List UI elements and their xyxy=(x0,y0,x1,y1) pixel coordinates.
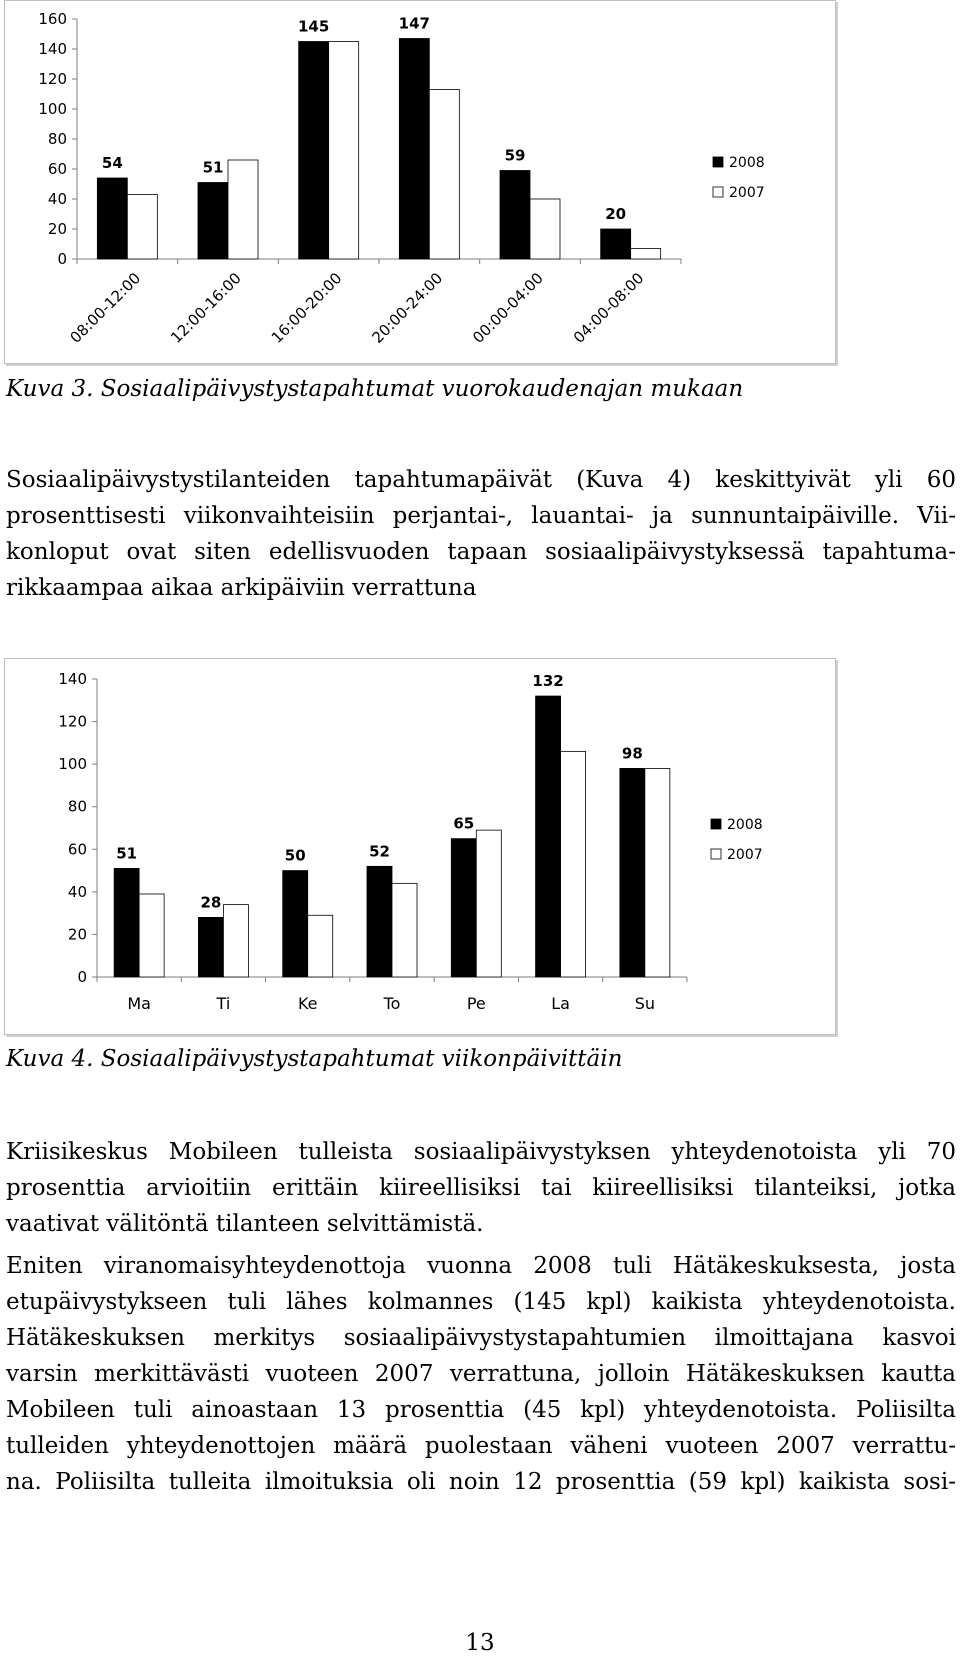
data-label: 59 xyxy=(504,146,526,165)
paragraph-3-line: na. Poliisilta tulleita ilmoituksia oli noin 12 prosenttia (59 kpl) kaikista sosi- xyxy=(6,1469,956,1495)
category-label: 08:00-12:00 xyxy=(66,269,145,347)
category-label: La xyxy=(551,994,570,1013)
bar-2008 xyxy=(601,229,631,259)
paragraph-2 xyxy=(6,1134,956,1242)
paragraph-2-line: prosenttia arvioitiin erittäin kiireellisiksi tai kiireellisiksi tilanteiksi, jotka xyxy=(6,1175,956,1201)
paragraph-3-line: Hätäkeskuksen merkitys sosiaalipäivystystapahtumien ilmoittajana kasvoi xyxy=(6,1325,956,1351)
chart-weekday xyxy=(4,658,836,1035)
chart-weekday-svg xyxy=(5,659,835,1034)
bar-2008 xyxy=(399,39,429,260)
legend-swatch xyxy=(713,157,723,167)
figure-3-caption: Kuva 3. Sosiaalipäivystystapahtumat vuorokaudenajan mukaan xyxy=(6,376,744,402)
y-tick-label: 40 xyxy=(47,190,67,208)
paragraph-2-line: vaativat välitöntä tilanteen selvittämistä. xyxy=(6,1211,484,1237)
bar-2007 xyxy=(631,249,661,260)
paragraph-3 xyxy=(6,1248,956,1500)
paragraph-2-line: Kriisikeskus Mobileen tulleista sosiaalipäivystyksen yhteydenotoista yli 70 xyxy=(6,1139,956,1165)
bar-2008 xyxy=(283,871,308,977)
bar-2007 xyxy=(223,905,248,977)
y-tick-label: 80 xyxy=(47,130,67,148)
bar-2008 xyxy=(114,868,139,977)
legend-swatch xyxy=(713,187,723,197)
paragraph-3-line: varsin merkittävästi vuoteen 2007 verrattuna, jolloin Hätäkeskuksen kautta xyxy=(6,1361,956,1387)
category-label: 04:00-08:00 xyxy=(569,269,648,347)
paragraph-1-line: rikkaampaa aikaa arkipäiviin verrattuna xyxy=(6,575,477,601)
paragraph-3-line: etupäivystykseen tuli lähes kolmannes (145 kpl) kaikista yhteydenotoista. xyxy=(6,1289,956,1315)
paragraph-1-line: konloput ovat siten edellisvuoden tapaan sosiaalipäivystyksessä tapahtuma- xyxy=(6,539,956,565)
y-tick-label: 140 xyxy=(38,40,67,58)
bar-2008 xyxy=(299,42,329,260)
bar-2008 xyxy=(198,183,228,260)
data-label: 147 xyxy=(398,14,430,33)
y-tick-label: 20 xyxy=(47,220,67,238)
paragraph-1-line: prosenttisesti viikonvaihteisiin perjantai-, lauantai- ja sunnuntaipäiville. Vii- xyxy=(6,503,956,529)
data-label: 52 xyxy=(369,842,390,861)
y-tick-label: 160 xyxy=(38,10,67,28)
y-tick-label: 100 xyxy=(38,100,67,118)
y-tick-label: 120 xyxy=(38,70,67,88)
figure-4-caption: Kuva 4. Sosiaalipäivystystapahtumat viikonpäivittäin xyxy=(6,1046,623,1072)
legend-label: 2008 xyxy=(729,155,765,171)
bar-2008 xyxy=(500,171,530,260)
data-label: 51 xyxy=(202,158,224,177)
y-tick-label: 120 xyxy=(58,712,87,731)
bar-2008 xyxy=(198,917,223,977)
category-label: 12:00-16:00 xyxy=(167,269,245,347)
bar-2007 xyxy=(139,894,164,977)
category-label: Ke xyxy=(297,994,318,1013)
data-label: 51 xyxy=(116,844,138,863)
data-label: 54 xyxy=(101,154,123,172)
legend-label: 2008 xyxy=(727,817,763,833)
bar-2007 xyxy=(645,768,670,977)
y-tick-label: 60 xyxy=(47,160,67,178)
category-label: Su xyxy=(634,994,656,1013)
data-label: 28 xyxy=(200,893,222,912)
paragraph-3-line: Eniten viranomaisyhteydenottoja vuonna 2008 tuli Hätäkeskuksesta, josta xyxy=(6,1253,956,1279)
y-tick-label: 60 xyxy=(67,840,87,859)
data-label: 20 xyxy=(605,205,627,223)
bar-2008 xyxy=(97,178,127,259)
y-tick-label: 20 xyxy=(67,925,87,944)
y-tick-label: 100 xyxy=(58,755,87,774)
category-label: 20:00-24:00 xyxy=(368,269,447,347)
data-label: 132 xyxy=(532,672,564,691)
chart-time-of-day-svg xyxy=(5,1,835,363)
legend-swatch xyxy=(711,849,721,859)
paragraph-1 xyxy=(6,462,956,606)
y-tick-label: 140 xyxy=(58,670,87,688)
data-label: 50 xyxy=(284,846,306,865)
paragraph-3-line: Mobileen tuli ainoastaan 13 prosenttia (45 kpl) yhteydenotoista. Poliisilta xyxy=(6,1397,956,1423)
bar-2007 xyxy=(127,195,157,260)
bar-2007 xyxy=(530,199,560,259)
category-label: 16:00-20:00 xyxy=(267,269,346,347)
y-tick-label: 80 xyxy=(67,797,87,816)
bar-2007 xyxy=(561,751,586,977)
legend-label: 2007 xyxy=(729,185,765,201)
bar-2007 xyxy=(476,830,501,977)
data-label: 145 xyxy=(298,17,330,36)
y-tick-label: 0 xyxy=(77,968,87,986)
category-label: Pe xyxy=(466,994,486,1013)
category-label: Ma xyxy=(127,994,151,1013)
legend-label: 2007 xyxy=(727,847,763,863)
data-label: 65 xyxy=(453,814,475,833)
data-label: 98 xyxy=(621,744,643,763)
bar-2007 xyxy=(392,883,417,977)
category-label: To xyxy=(383,994,401,1013)
y-tick-label: 0 xyxy=(57,250,67,268)
bar-2008 xyxy=(367,866,392,977)
bar-2007 xyxy=(329,42,359,260)
chart-time-of-day xyxy=(4,0,836,364)
bar-2008 xyxy=(536,696,561,977)
legend-swatch xyxy=(711,819,721,829)
page-number: 13 xyxy=(465,1630,495,1656)
bar-2008 xyxy=(451,839,476,977)
paragraph-1-line: Sosiaalipäivystystilanteiden tapahtumapäivät (Kuva 4) keskittyivät yli 60 xyxy=(6,467,956,493)
category-label: Ti xyxy=(216,994,231,1013)
bar-2007 xyxy=(228,160,258,259)
paragraph-3-line: tulleiden yhteydenottojen määrä puolestaan väheni vuoteen 2007 verrattu- xyxy=(6,1433,956,1459)
bar-2008 xyxy=(620,768,645,977)
y-tick-label: 40 xyxy=(67,882,87,901)
bar-2007 xyxy=(308,915,333,977)
category-label: 00:00-04:00 xyxy=(469,269,547,347)
bar-2007 xyxy=(429,90,459,260)
